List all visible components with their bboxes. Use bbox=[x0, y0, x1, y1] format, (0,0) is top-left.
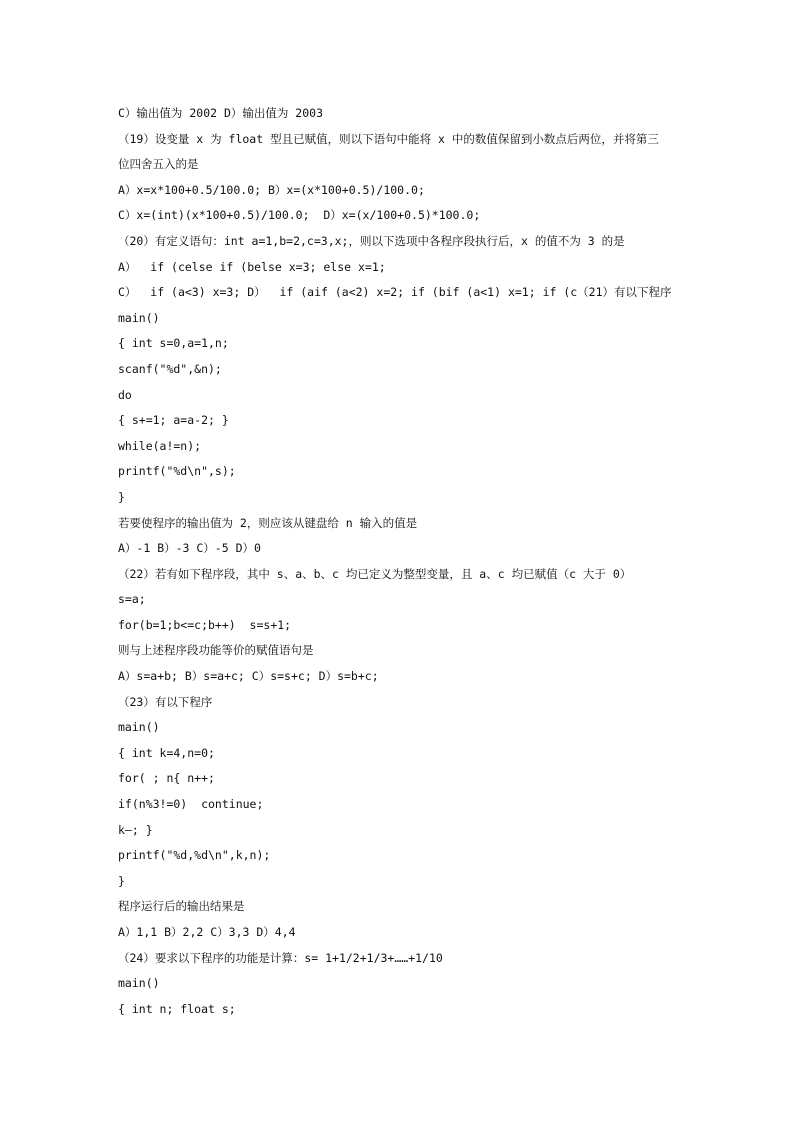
question-23-stem: （23）有以下程序 bbox=[118, 694, 213, 709]
code-line: while(a!=n); bbox=[118, 438, 202, 453]
text-line: 则与上述程序段功能等价的赋值语句是 bbox=[118, 643, 314, 658]
question-20-stem: （20）有定义语句：int a=1,b=2,c=3,x;，则以下选项中各程序段执行后，x 的值不为 3 的是 bbox=[118, 233, 625, 248]
code-line: for(b=1;b<=c;b++) s=s+1; bbox=[118, 617, 292, 632]
code-line: main() bbox=[118, 976, 160, 991]
text-line: 程序运行后的输出结果是 bbox=[118, 899, 245, 914]
code-line: s=a; bbox=[118, 592, 146, 607]
code-line: printf("%d\n",s); bbox=[118, 464, 236, 479]
code-line: do bbox=[118, 387, 132, 402]
code-line: } bbox=[118, 873, 125, 888]
code-line: scanf("%d",&n); bbox=[118, 361, 222, 376]
code-line: main() bbox=[118, 720, 160, 735]
question-24-stem: （24）要求以下程序的功能是计算：s= 1+1/2+1/3+……+1/10 bbox=[118, 950, 443, 965]
code-line: { s+=1; a=a-2; } bbox=[118, 413, 229, 428]
question-22-stem: （22）若有如下程序段，其中 s、a、b、c 均已定义为整型变量，且 a、c 均已赋值（c 大于 0） bbox=[118, 566, 632, 581]
answer-options: C） if (a<3) x=3; D） if (aif (a<2) x=2; if (bif (a<1) x=1; if (c（21）有以下程序 bbox=[118, 285, 672, 300]
code-line: main() bbox=[118, 310, 160, 325]
text-line: 若要使程序的输出值为 2，则应该从键盘给 n 输入的值是 bbox=[118, 515, 418, 530]
answer-options: A）x=x*100+0.5/100.0; B）x=(x*100+0.5)/100.0; bbox=[118, 182, 425, 197]
answer-options: A）1,1 B）2,2 C）3,3 D）4,4 bbox=[118, 925, 296, 939]
answer-options: A）s=a+b; B）s=a+c; C）s=s+c; D）s=b+c; bbox=[118, 669, 379, 684]
answer-options: A） if (celse if (belse x=3; else x=1; bbox=[118, 259, 386, 274]
code-line: printf("%d,%d\n",k,n); bbox=[118, 848, 271, 863]
document-body bbox=[118, 101, 688, 1022]
code-line: { int n; float s; bbox=[118, 1001, 236, 1016]
code-line: { int s=0,a=1,n; bbox=[118, 336, 229, 351]
code-line: k—; } bbox=[118, 822, 153, 837]
code-line: for( ; n{ n++; bbox=[118, 771, 215, 786]
text-line: 位四舍五入的是 bbox=[118, 157, 199, 172]
question-19-stem: （19）设变量 x 为 float 型且已赋值，则以下语句中能将 x 中的数值保留到小数点后两位，并将第三 bbox=[118, 131, 659, 146]
code-line: } bbox=[118, 489, 125, 504]
answer-options: A）-1 B）-3 C）-5 D）0 bbox=[118, 541, 261, 556]
code-line: if(n%3!=0) continue; bbox=[118, 797, 264, 812]
code-line: { int k=4,n=0; bbox=[118, 745, 215, 760]
text-line: C）输出值为 2002 D）输出值为 2003 bbox=[118, 106, 324, 120]
answer-options: C）x=(int)(x*100+0.5)/100.0; D）x=(x/100+0.5)*100.0; bbox=[118, 208, 481, 223]
